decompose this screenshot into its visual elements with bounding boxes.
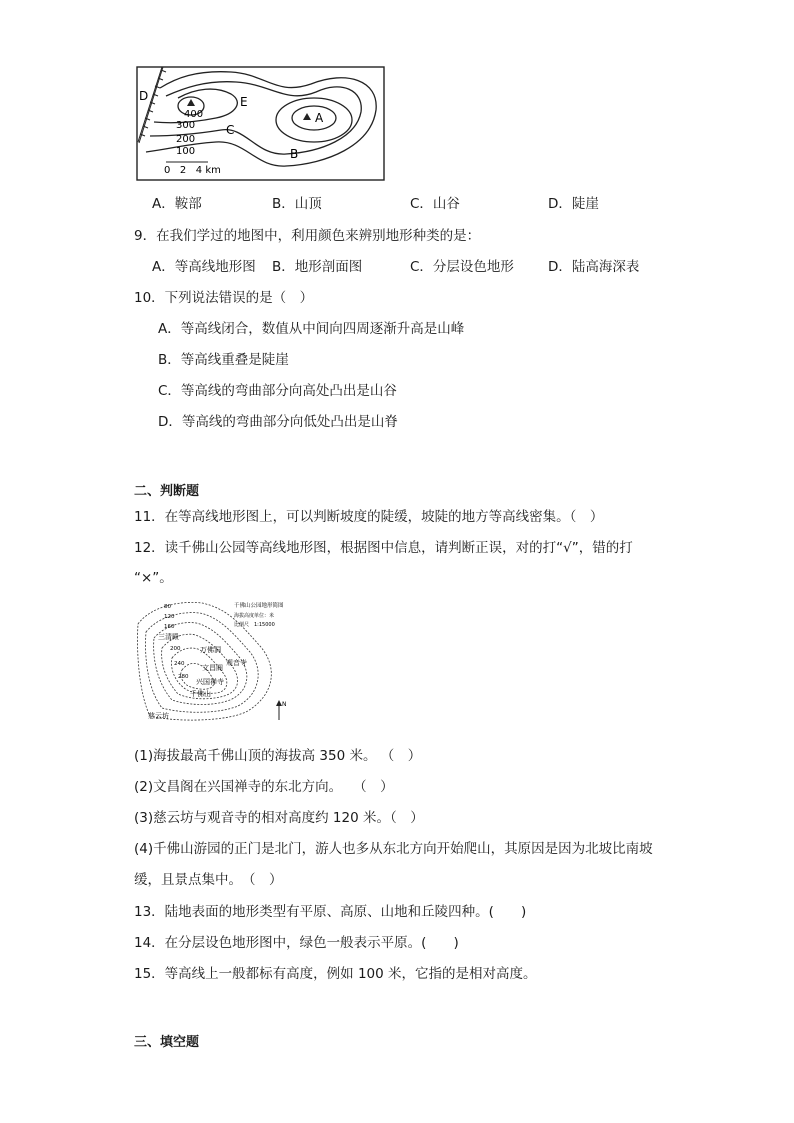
label-D: D <box>139 89 149 103</box>
q10-option-c: C．等高线的弯曲部分向高处凸出是山谷 <box>158 383 397 399</box>
q8-option-c: C．山谷 <box>410 196 460 212</box>
contour-label-160: 160 <box>164 624 175 630</box>
contour-map-figure <box>136 66 386 182</box>
place-wanfodong: 万佛洞 <box>200 646 221 654</box>
section-2-title: 二、判断题 <box>134 484 200 499</box>
place-xingguochansi: 兴国禅寺 <box>196 678 224 686</box>
q14-text: 14．在分层设色地形图中，绿色一般表示平原。( ) <box>134 935 459 951</box>
q12-sub-4-cont: 缓，且景点集中。 （ ） <box>134 872 283 888</box>
q8-option-d: D．陡崖 <box>548 196 599 212</box>
contour-label-80: 80 <box>164 604 171 610</box>
q9-option-d: D．陆高海深表 <box>548 259 640 275</box>
q12-sub-4: (4)千佛山游园的正门是北门，游人也多从东北方向开始爬山，其原因是因为北坡比南坡 <box>134 841 653 857</box>
section-3-title: 三、填空题 <box>134 1035 200 1050</box>
q10-stem: 10．下列说法错误的是（ ） <box>134 290 314 306</box>
q12-line2: “×”。 <box>134 570 173 586</box>
label-400: 400 <box>184 109 204 120</box>
q12-sub-1: (1)海拔最高千佛山顶的海拔高 350 米。 （ ） <box>134 748 422 764</box>
north-label: N <box>282 701 287 708</box>
map-title: 千佛山公园地形简图 <box>234 603 284 609</box>
q12-sub-2: (2)文昌阁在兴国禅寺的东北方向。 （ ） <box>134 779 394 795</box>
label-100: 100 <box>176 146 196 157</box>
contour-80 <box>138 602 275 720</box>
q8-option-b: B．山顶 <box>272 196 322 212</box>
q13-text: 13．陆地表面的地形类型有平原、高原、山地和丘陵四种。( ) <box>134 904 527 920</box>
label-200: 200 <box>176 134 196 145</box>
q11-text: 11．在等高线地形图上，可以判断坡度的陡缓，坡陡的地方等高线密集。（ ） <box>134 509 604 525</box>
place-guanyinsi: 观音寺 <box>226 659 247 667</box>
place-ciyunfang: 慈云坊 <box>148 712 169 720</box>
contour-label-120: 120 <box>164 614 175 620</box>
q10-option-b: B．等高线重叠是陡崖 <box>158 352 289 368</box>
q12-line1: 12．读千佛山公园等高线地形图，根据图中信息，请判断正误，对的打“√”，错的打 <box>134 540 633 556</box>
scale-label: 0 2 4 km <box>164 165 221 176</box>
place-qianfoshan: 千佛山 <box>190 690 211 698</box>
label-E: E <box>240 95 248 109</box>
q9-option-b: B．地形剖面图 <box>272 259 363 275</box>
q15-text: 15．等高线上一般都标有高度，例如 100 米，它指的是相对高度。 <box>134 966 537 982</box>
q9-stem: 9．在我们学过的地图中，利用颜色来辨别地形种类的是： <box>134 228 481 244</box>
contour-label-280: 280 <box>178 674 189 680</box>
label-300: 300 <box>176 120 196 131</box>
contour-label-240: 240 <box>174 661 185 667</box>
q9-option-a: A．等高线地形图 <box>152 259 256 275</box>
q10-option-a: A．等高线闭合，数值从中间向四周逐渐升高是山峰 <box>158 321 465 337</box>
place-sanqingdian: 三清殿 <box>158 633 179 641</box>
qianfoshan-map-figure <box>134 596 304 724</box>
place-wenchangge: 文昌阁 <box>202 664 223 672</box>
q9-option-c: C．分层设色地形 <box>410 259 514 275</box>
q8-option-a: A．鞍部 <box>152 196 202 212</box>
q12-sub-3: (3)慈云坊与观音寺的相对高度约 120 米。（ ） <box>134 810 424 826</box>
label-C: C <box>226 123 235 137</box>
map-scale: 比例尺 1:15000 <box>234 622 275 628</box>
q10-option-d: D．等高线的弯曲部分向低处凸出是山脊 <box>158 414 398 430</box>
label-A: A <box>315 111 324 125</box>
map-unit: 海拔高度单位：米 <box>234 613 275 619</box>
map-frame <box>137 67 384 180</box>
contour-label-200: 200 <box>170 646 181 652</box>
label-B: B <box>290 147 299 161</box>
